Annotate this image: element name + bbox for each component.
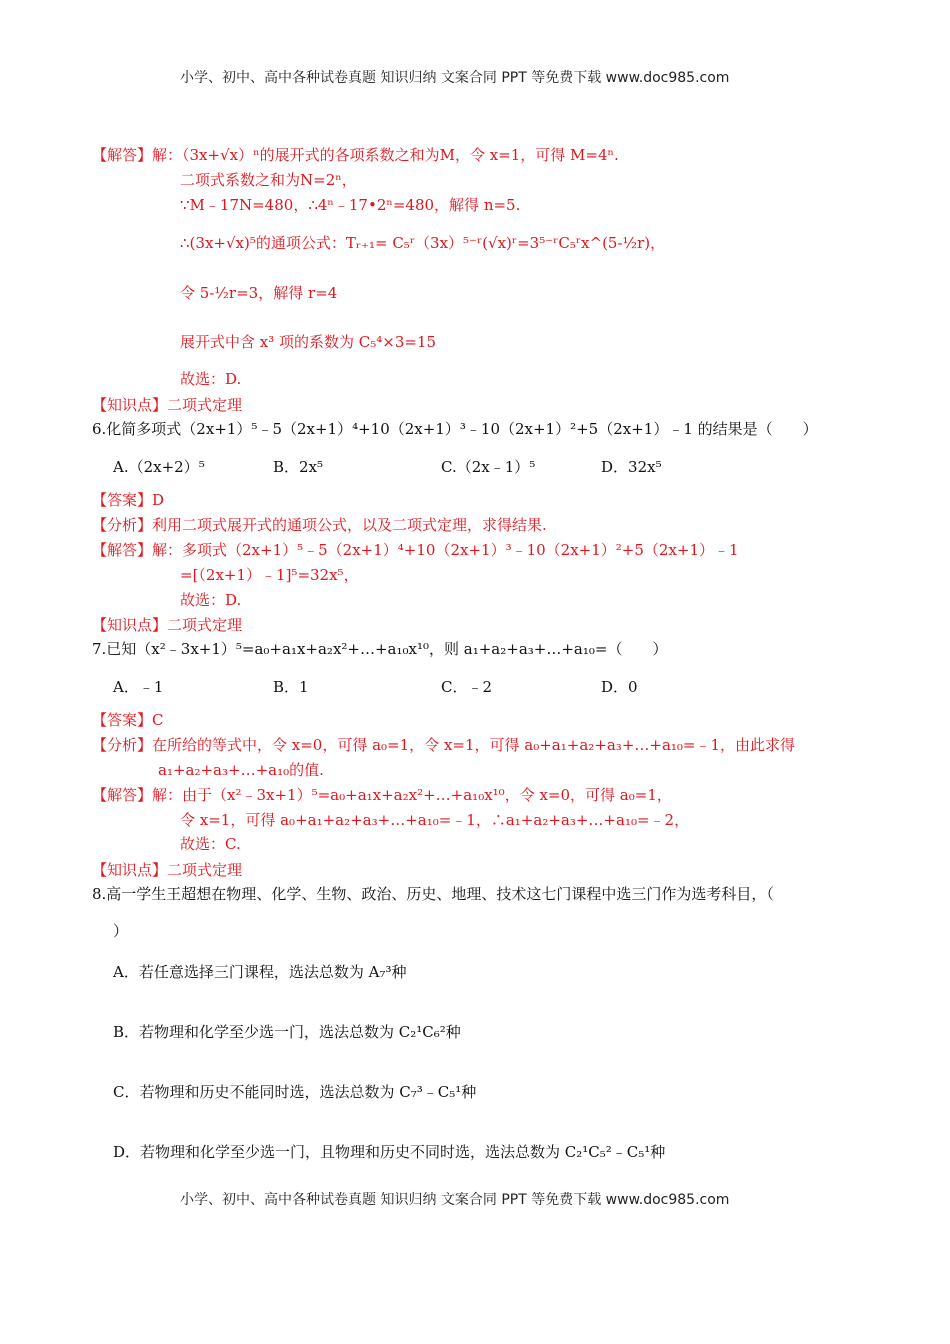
q7-answer: 【答案】C: [92, 711, 164, 729]
q7-analysis-line: a₁+a₂+a₃+…+a₁₀的值.: [158, 761, 324, 779]
q6-analysis: 【分析】利用二项式展开式的通项公式，以及二项式定理，求得结果.: [92, 516, 547, 534]
q5-solution-line: ∴(3x+√x)⁵的通项公式：Tᵣ₊₁= C₅ʳ（3x）⁵⁻ʳ(√x)ʳ=3⁵⁻ʳC₅ʳx^(5-½r)，: [180, 234, 666, 252]
q8-question-line: 8.高一学生王超想在物理、化学、生物、政治、历史、地理、技术这七门课程中选三门作为选考科目，（: [92, 885, 774, 903]
q7-option-d: D．0: [601, 678, 638, 696]
q7-solution-line: 令 x=1，可得 a₀+a₁+a₂+a₃+…+a₁₀=﹣1，∴a₁+a₂+a₃+…+a₁₀=﹣2，: [180, 811, 690, 829]
q5-solution-line: 展开式中含 x³ 项的系数为 C₅⁴×3=15: [180, 333, 437, 351]
q8-option-b: B．若物理和化学至少选一门，选法总数为 C₂¹C₆²种: [113, 1023, 461, 1041]
q7-knowledge: 【知识点】二项式定理: [92, 861, 243, 879]
q6-answer: 【答案】D: [92, 491, 165, 509]
q8-option-c: C．若物理和历史不能同时选，选法总数为 C₇³﹣C₅¹种: [113, 1083, 477, 1101]
q5-solution-line: 故选：D.: [180, 370, 242, 388]
q5-solution-line: ∵M﹣17N=480，∴4ⁿ﹣17•2ⁿ=480，解得 n=5.: [180, 196, 521, 214]
q5-solution-line: 二项式系数之和为N=2ⁿ，: [180, 171, 357, 189]
q6-option-d: D．32x⁵: [601, 458, 662, 476]
q5-solution-line: 令 5-½r=3，解得 r=4: [180, 284, 338, 302]
q6-option-b: B．2x⁵: [273, 458, 324, 476]
page-footer: 小学、初中、高中各种试卷真题 知识归纳 文案合同 PPT 等免费下载 www.doc985.com: [180, 1192, 730, 1208]
q7-solution-line: 故选：C.: [180, 835, 241, 853]
q7-option-a: A．﹣1: [113, 678, 164, 696]
q5-solution-line: 【解答】解：（3x+√x）ⁿ的展开式的各项系数之和为M，令 x=1，可得 M=4ⁿ.: [92, 146, 619, 164]
q8-option-d: D．若物理和化学至少选一门，且物理和历史不同时选，选法总数为 C₂¹C₅²﹣C₅¹种: [113, 1143, 666, 1161]
q6-solution-line: 【解答】解：多项式（2x+1）⁵﹣5（2x+1）⁴+10（2x+1）³﹣10（2x+1）²+5（2x+1）﹣1: [92, 541, 739, 559]
q6-knowledge: 【知识点】二项式定理: [92, 616, 243, 634]
q6-question: 6.化简多项式（2x+1）⁵﹣5（2x+1）⁴+10（2x+1）³﹣10（2x+1）²+5（2x+1）﹣1 的结果是（ ）: [92, 420, 818, 438]
q7-analysis-line: 【分析】在所给的等式中，令 x=0，可得 a₀=1，令 x=1，可得 a₀+a₁+a₂+a₃+…+a₁₀=﹣1，由此求得: [92, 736, 796, 754]
q5-knowledge: 【知识点】二项式定理: [92, 396, 243, 414]
q8-question-line: ）: [113, 922, 129, 940]
q6-solution-line: 故选：D.: [180, 591, 242, 609]
q6-option-c: C.（2x﹣1）⁵: [441, 458, 536, 476]
q6-option-a: A.（2x+2）⁵: [113, 458, 205, 476]
q6-solution-line: =[（2x+1）﹣1]⁵=32x⁵，: [180, 566, 359, 584]
q7-question: 7.已知（x²﹣3x+1）⁵=a₀+a₁x+a₂x²+…+a₁₀x¹⁰，则 a₁+a₂+a₃+…+a₁₀=（ ）: [92, 640, 668, 658]
page-header: 小学、初中、高中各种试卷真题 知识归纳 文案合同 PPT 等免费下载 www.doc985.com: [180, 70, 730, 86]
q7-option-c: C．﹣2: [441, 678, 493, 696]
q7-option-b: B．1: [273, 678, 309, 696]
q7-solution-line: 【解答】解：由于（x²﹣3x+1）⁵=a₀+a₁x+a₂x²+…+a₁₀x¹⁰，令 x=0，可得 a₀=1，: [92, 786, 672, 804]
q8-option-a: A．若任意选择三门课程，选法总数为 A₇³种: [113, 963, 407, 981]
